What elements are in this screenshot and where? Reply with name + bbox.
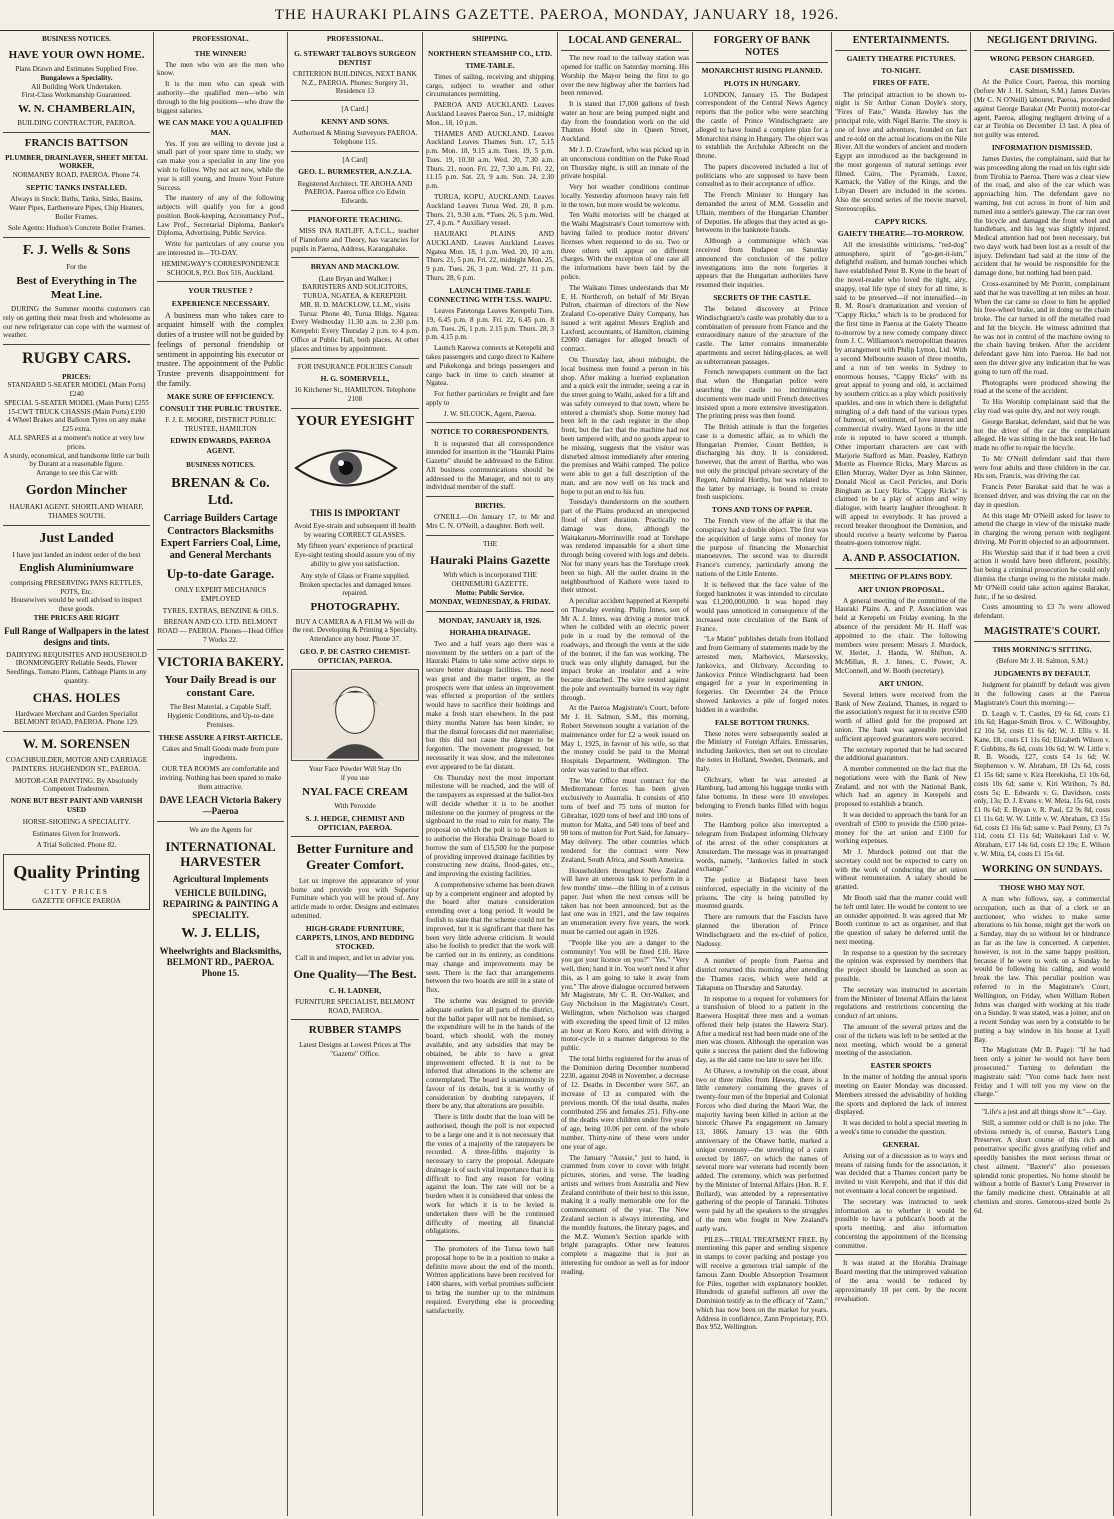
ad-headline: NYAL FACE CREAM xyxy=(302,785,408,798)
news-paragraph: The papers discovered included a list of politicians who are supposed to have been consulted as to their acceptance of office. xyxy=(696,162,828,189)
ad-headline: Your Daily Bread is our constant Care. xyxy=(164,673,277,700)
ad-text: Authorised & Mining Surveyors PAEROA. Telephone 115. xyxy=(292,129,418,146)
ad-headline: MAKE SURE OF EFFICIENCY. xyxy=(167,391,274,401)
news-paragraph: Very hot weather conditions continue locally. Yesterday afternoon heavy rain fell in the town, but more would be welcome. xyxy=(561,183,689,209)
ad-advertiser: W. M. SORENSEN xyxy=(22,736,131,752)
ad-advertiser: GEO. P. DE CASTRO CHEMIST-OPTICIAN, PAEROA. xyxy=(299,646,411,666)
ad-price: 15-CWT TRUCK CHASSIS (Main Ports) £190 xyxy=(7,407,146,416)
ad-text: [A Card.] xyxy=(341,105,369,114)
ad-text: With Peroxide xyxy=(334,802,376,811)
ad-advertiser: H. G. SOMERVELL, xyxy=(320,374,390,384)
column-professional-2 xyxy=(288,32,423,1516)
news-paragraph: A peculiar accident happened at Kerepehi on Thursday evening. Philip Innes, son of Mr A. J. Innes, was driving a motor truck when he collided with an electric power pole in a road by the removal of the roadways, and through the vents at the side of the bonnet, if the fan was working. The truck was only slightly damaged, but the impact broke an insulator and a wire became detached. The wire rested against the pole and eventually burned its way right through. xyxy=(561,597,689,702)
ad-body: A business man who takes care to acquaint himself with the complex duties of a trustee will not be guided by feelings of personal friendship or sentiment in appointing his executor or trustee. The appointment of the Public Trustee prevents disappointment for the family. xyxy=(157,310,284,388)
ad-advertiser: EDWIN EDWARDS, PAEROA AGENT. xyxy=(170,436,271,455)
subheading: INFORMATION DISMISSED. xyxy=(991,142,1093,152)
divider xyxy=(426,496,554,497)
ad-text: A sturdy, economical, and handsome little car built by Durant at a reasonable figure. xyxy=(3,451,150,469)
ad-title: LAUNCH TIME-TABLE CONNECTING WITH T.S.S. WAIPU. xyxy=(428,285,552,304)
news-paragraph: Still, a summer cold or chill is no joke. The obvious remedy is, of course, Baxter's Lung Preserver. A short course of this rich and penetrative specific gives gratifying relief and speedily banishes the most serious throat or chest ailment. "Baxter's" also possesses splendid tonic properties. No home should be without a bottle of Baxter's Lung Preserver in the family medicine chest. Obtainable at all chemists and stores. Generous-sized bottle 2s 6d. xyxy=(974,1118,1110,1215)
column-business-notices xyxy=(0,32,154,1516)
ad-advertiser: Gordon Mincher xyxy=(25,482,128,498)
notice-body: It is requested that all correspondence intended for insertion in the "Hauraki Plains Gazette" should be addressed to the Editor. All business communications should be addressed to the Manager, and not to any individual member of the staff. xyxy=(426,439,554,492)
news-paragraph: "Life's a jest and all things show it."—Gay. xyxy=(982,1108,1107,1117)
ad-headline: CONSULT THE PUBLIC TRUSTEE. xyxy=(159,403,282,413)
timetable: HAURAKI PLAINS AND AUCKLAND. Leaves Auckland Leaves Ngatea Mon. 18, 1 p.m. Wed. 20, 10 a.m. Thurs. 21, 5 p.m. Fri. 22, midnight Mon. 25, 9 p.m. Tues. 26, 3 p.m. Wed. 27, 11 p.m. Thurs. 28, 6 p.m. xyxy=(426,230,554,282)
ad-advertiser: NORTHERN STEAMSHIP CO., LTD. xyxy=(427,48,553,58)
ad-advertiser: F. J. Wells & Sons xyxy=(22,243,131,259)
ad-body: MISS INA RATLIFF, A.T.C.L., teacher of Pianoforte and Theory, has vacancies for pupils in Paeroa, Address, Karangahake. xyxy=(291,227,419,253)
ad-text: We are the Agents for xyxy=(189,825,252,834)
news-paragraph: To His Worship complainant said that the clay road was quite dry, and not very rough. xyxy=(974,398,1110,415)
ad-text: Any style of Glass or Frame supplied. Broken spectacles and damaged lenses repaired. xyxy=(299,571,411,598)
news-paragraph: Mr J. Murdock pointed out that the secretary could not be expected to carry on with the work of conducting the art union without remuneration. A salary should be granted. xyxy=(835,848,967,892)
ad-headline: Up-to-date Garage. xyxy=(166,566,275,582)
news-paragraph: A general meeting of the committee of the Hauraki Plains A. and P. Association was held at Kerepehi on Friday evening. In the absence of the president Mr H. Hoff was appointed to the chair. The following members were present: Messrs J. Murdock, W. Herlet, J. Handa, W. Shifton, A. McMillan, R. J. Innes, C. Power, A. McConnell, and W. Booth (secretary). xyxy=(835,596,967,675)
divider xyxy=(426,422,554,423)
divider xyxy=(291,257,419,258)
section-label: BUSINESS NOTICES. xyxy=(186,460,255,469)
divider xyxy=(974,1103,1110,1104)
ad-text: MR. B. D. MACKLOW, LL.M., visits xyxy=(299,300,411,309)
ad-text: My fifteen years' experience of practical Eye-sight testing should assure you of my ability to give you satisfaction. xyxy=(294,542,416,568)
ad-text: I have just landed an indent order of the best xyxy=(12,550,141,559)
subheading: ART UNION. xyxy=(878,678,924,688)
ad-text: NORMANBY ROAD, PAEROA. Phone 74. xyxy=(12,171,141,180)
ad-text: For the xyxy=(66,263,87,272)
ad-text: FURNITURE SPECIALIST, BELMONT ROAD, PAEROA. xyxy=(295,997,415,1015)
editorial-date: MONDAY, JANUARY 18, 1926. xyxy=(438,615,542,625)
news-paragraph: The French Minister to Hungary has demanded the arrest of M.M. Gosselin and Ullain, members of the Hungarian Chamber of Deputies. He alleges that they acted as go-betweens in the banknote frauds. xyxy=(696,191,828,235)
ad-body: Write for particulars of any course you are interested in—TO-DAY. xyxy=(157,240,284,258)
news-paragraph: It was stated at the Horahia Drainage Board meeting that the unimproved valuation of the area would be reduced by approximately 10 per cent. by the recent revaluation. xyxy=(835,1259,967,1303)
ad-text: Cakes and Small Goods made from pure ingredients. xyxy=(162,744,279,762)
timetable: THAMES AND AUCKLAND. Leaves Auckland Leaves Thames Sun. 17, 5.15 p.m. Mon. 18, 9.15 a.m. Tues. 19, 5 p.m. Tues. 19, 10.30 a.m. Wed. 20, 7.30 a.m. Thurs. 21, noon. Fri. 22, 7.30 a.m. Fri. 22, 11.15 p.m. Sat. 23, 9 a.m. Sun. 24, 2.30 p.m. xyxy=(426,129,554,191)
divider xyxy=(3,237,150,238)
ad-title: Better Furniture and Greater Comfort. xyxy=(296,841,414,873)
subheading: GENERAL xyxy=(882,1139,920,1149)
ad-text: Registered Architect. TE AROHA AND PAEROA. Paeroa office c/o Edwin Edwards. xyxy=(297,179,413,206)
column-entertainments xyxy=(832,32,971,1516)
subheading: THIS MORNING'S SITTING. xyxy=(992,645,1092,655)
subheading: ART UNION PROPOSAL. xyxy=(857,584,945,594)
news-paragraph: French newspapers comment on the fact that when the Hungarian police were searching the castle no incriminating documents were made until French detectives insisted upon a more extensive investigation. The printing press was then found. xyxy=(696,368,828,421)
ad-text: Plans Drawn and Estimates Supplied Free. xyxy=(15,64,138,73)
news-paragraph: These notes were subsequently sealed at the Ministry of Foreign Affairs. Emissaries, including Jankovics, then set out to circulate the notes in Holland, Sweden, Denmark, and Italy. xyxy=(696,729,828,773)
news-paragraph: The amount of the several prizes and the cost of the tickets was left to be settled at the next meeting, which would be a general meeting of the association. xyxy=(835,1022,967,1058)
ad-advertiser: J. W. SILCOCK, Agent, Paeroa. xyxy=(443,409,537,418)
ad-text: comprising PRESERVING PANS KETTLES, POTS, Etc. xyxy=(10,578,143,596)
ad-text: Arrange to see this Car with xyxy=(36,469,117,478)
ad-advertiser: W. J. ELLIS, xyxy=(181,926,260,942)
ad-headline: English Aluminiumware xyxy=(19,562,134,575)
news-paragraph: James Davies, the complainant, said that he was proceeding along the road on his right side from Tirohia to Paeroa. There was a clear view of the road, and also of the car which was approaching him. The defendant gave no warning, but cut across in front of him and turned into a settler's gateway. The car ran over the bicycle and damaged the front wheel and handlebars, and his leg was slightly injured. Medical attention had not been necessary, but two days' work had been lost as a result of the injury. Defendant had said at the time of the accident that he would be responsible for the damage done, but nothing had been paid. xyxy=(974,155,1110,278)
timetable: PAEROA AND AUCKLAND. Leaves Auckland Leaves Paeroa Sun., 17, midnight Mon., 18, 10 p.m. xyxy=(426,101,554,127)
ad-advertiser: G. STEWART TALBOYS SURGEON DENTIST xyxy=(294,48,416,67)
ad-text: if you use xyxy=(340,773,370,782)
ad-headline: Best of Everything in The Meat Line. xyxy=(16,275,137,301)
ad-text: Wheelwrights and Blacksmiths, BELMONT RD., PAEROA. Phone 15. xyxy=(159,946,282,979)
news-paragraph: The Magistrate (Mr B. Page): "If he had been only a joiner he would not have been prosecuted." Turning to defendant the magistrate said: "You come back here next Friday and I will tell you my view on the charge." xyxy=(974,1046,1110,1099)
ad-text: Agricultural Implements xyxy=(172,874,269,885)
divider xyxy=(696,952,828,953)
ad-text: GAZETTE OFFICE PAEROA xyxy=(32,896,121,905)
ad-text: CITY PRICES xyxy=(44,888,109,897)
ad-text: ONLY EXPERT MECHANICS EMPLOYED xyxy=(174,586,267,603)
divider xyxy=(291,1019,419,1020)
ad-body: It is the men who can speak with authority—the qualified men—who win through to the big positions—who draw the biggest salaries. xyxy=(157,80,284,115)
news-paragraph: At this stage Mr O'Neill asked for leave to amend the charge in view of the mistake made in charging the wrong person with negligent driving. Mr Porritt objected to an adjournment. xyxy=(974,511,1110,546)
news-paragraph: At the Paeroa Magistrate's Court, before Mr J. H. Salmon, S.M., this morning, Robert Stevenson sought a variation of the maintenance order for £2 a week issued on May 1, 1925, in favour of his wife, so that the money could be paid to the Mental Hospitals Department, Wellington. The order was varied to that effect. xyxy=(561,704,689,774)
ad-body: Turua: Phone 40, Turua Bldgs. Ngatea: Every Wednesday 11.30 a.m. to 2.30 p.m. Kerepehi: Every Thursday 2 p.m. to 4 p.m. Office at Public Hall, both places. At other places and times by appointment. xyxy=(291,309,419,353)
ad-text: Carriage Builders Cartage Contractors Blacksmiths Expert Farriers Coal, Lime, and General Merchants xyxy=(160,513,281,562)
divider xyxy=(3,731,150,732)
news-paragraph: At the Police Court, Paeroa, this morning (before Mr J. H. Salmon, S.M.) James Davies (Mr C. N O'Neill) labourer, Paeroa, proceeded against George Barakat (Mr Porritt) motor-car agent, Paeroa, alleging negligent driving of a car at Tirohia on December 13 last. A plea of not guilty was entered. xyxy=(974,78,1110,140)
ad-text: PLUMBER, DRAINLAYER, SHEET METAL WORKER, xyxy=(5,153,148,171)
news-paragraph: In response to a request for volunteers for a transfusion of blood to a patient in the Raewera Hospital three men and a woman offered their help (states the Hawera Star). After a medical test had been made one of the men was chosen. Although the operation was quite a success the patient died the following day, as the aid came too late to save her life. xyxy=(696,994,828,1064)
ad-advertiser: VICTORIA BAKERY. xyxy=(157,653,284,669)
divider xyxy=(291,210,419,211)
ad-text: HORSE-SHOEING A SPECIALITY. xyxy=(22,817,131,826)
notice-title: NOTICE TO CORRESPONDENTS. xyxy=(431,427,549,437)
ad-advertiser: CHAS. HOLES xyxy=(32,689,121,705)
news-paragraph: In the matter of holding the annual sports meeting on Easter Monday was discussed. Members stressed the advisability of holding the sports and deplored the lack of interest displayed. xyxy=(835,1073,967,1117)
news-paragraph: On Thursday last, about midnight, the local business men found a person in his shop. After making a hurried explanation and a quick exit the intruder, seeing a car in the street going to Waihi, asked for a lift and was safely conveyed to that town, where he entered a chemist's shop. Some money had been left in the cash register in the shop front, but the fact that the machine had not been tampered with, and no goods appear to be missing, suggests that the visitor was disturbed almost immediately after entering the premises and Waihi camped. The police were able to get a full description of the man, and are now well on his track and hope to put an end to his fun. xyxy=(561,355,689,496)
editorial-paragraph: The promoters of the Turua town hall proposal hope to be in a position to make a definite move about the end of the month. Written applications have been received for 1400 shares, with verbal promises sufficient to bring the number up to the minimum required. Everything else is proceeding satisfactorily. xyxy=(426,1245,554,1315)
section-label: SHIPPING. xyxy=(472,35,508,43)
news-paragraph: The total births registered for the areas of the Dominion during December numbered 2230, against 2048 in November, a decrease of 12. Deaths in December were 567, an increase of 13 as compared with the previous month. Of the total deaths, males contributed 256 and females 251. Fifty-one of the deaths were children under five years of age, being 10.06 per cent. of the whole number. Thirty-nine of these were under one year of age. xyxy=(561,1054,689,1151)
news-paragraph: Mr J. D. Crawford, who was picked up in an unconscious condition on the Puke Road on Thursday night, is still an inmate of the private hospital. xyxy=(561,146,689,181)
ad-body: For further particulars re freight and fare apply to xyxy=(426,390,554,407)
ad-text: Estimates Given for Ironwork. xyxy=(32,829,121,838)
ad-text: TYRES, EXTRAS, BENZINE & OILS. xyxy=(162,606,279,615)
ad-text: THE PRICES ARE RIGHT xyxy=(33,613,120,622)
ad-text: FOR INSURANCE POLICIES Consult xyxy=(297,362,413,371)
ad-text: HAURAKI AGENT. SHORTLAND WHARF, THAMES SOUTH. xyxy=(9,503,144,520)
divider xyxy=(291,100,419,101)
ad-headline: One Quality—The Best. xyxy=(293,967,417,982)
ad-title: TIME-TABLE. xyxy=(465,60,515,70)
news-paragraph: Cross-examined by Mr Porritt, complainant said that he was travelling at ten miles an hour. When the car came so close to him he applied his free-wheel brake, and in doing so the chain broke. The car turned in off the metalled road and hit the bicycle. He witness admitted that he was not in control of the machine owing to the chain having broken. After the accident defendant gave him into Paeroa. He had not seen the driver give any indication that he was going to turn off the road. xyxy=(974,280,1110,376)
ad-text: Avoid Eye-strain and subsequent ill health by wearing CORRECT GLASSES. xyxy=(294,521,416,539)
subheading: FIRES OF FATE. xyxy=(872,78,930,88)
ad-text: ALL SPARES at a moment's notice at very low prices. xyxy=(8,434,145,451)
news-paragraph: The secretary was instructed to ascertain from the Minister of Internal Affairs the latest regulations and restrictions concerning the conduct of art unions. xyxy=(835,985,967,1021)
divider xyxy=(157,649,284,650)
news-paragraph: A number of people from Paeroa and district returned this morning after attending the Thames races, which were held at Takapuna on Thursday and Saturday. xyxy=(696,957,828,992)
births-body: O'NEILL—On January 17, to Mr and Mrs C. N. O'Neill, a daughter. Both well. xyxy=(426,513,554,531)
subheading: MONARCHIST RISING PLANNED. xyxy=(701,66,823,76)
ad-advertiser: W. N. CHAMBERLAIN, xyxy=(18,103,135,116)
news-paragraph: The belated discovery at Prince Windischgraetz's castle was probably due to a combination of pressure from France and the extraordinary nature of the structure of the castle. The latter contains innumerable apartments and secret hiding-places, as well as subterranean passages. xyxy=(696,304,828,366)
timetable: TURUA, KOPU, AUCKLAND. Leaves Auckland Leaves Turua Wed. 20, 8 p.m. Thurs. 21, 9.30 a.m. *Tues. 26, 5 p.m. Wed. 27, 4 p.m. * Auxiliary vessel. xyxy=(426,192,554,228)
ad-text: First-Class Workmanship Guaranteed. xyxy=(21,91,132,100)
ad-advertiser: RUGBY CARS. xyxy=(22,350,131,368)
news-paragraph: Photographs were produced showing the road at the scene of the accident. xyxy=(974,378,1110,396)
timetable: Leaves Patetonga Leaves Kerepehi Tues. 19, 6.45 p.m. 8 p.m. Fri. 22, 6.45 p.m. 8 p.m. Tues. 26, 1 p.m. 2.15 p.m. Thurs. 28, 3 p.m. 4.15 p.m. xyxy=(426,307,554,342)
ad-advertiser: C. H. LADNER, xyxy=(328,985,382,995)
news-paragraph: Mr Booth said that the matter could well be left until later. He would be content to see an outsider appointed. It was agreed that Mr Booth continue to act as organiser, and that the question of salary be deferred until the next meeting. xyxy=(835,894,967,946)
column-headline: A. AND P. ASSOCIATION. xyxy=(835,550,967,569)
ad-advertiser: GEO. L. BURMESTER, A.N.Z.I.A. xyxy=(298,167,412,177)
column-headline: LOCAL AND GENERAL. xyxy=(561,32,689,51)
nameplate-motto: Motto: Public Service. xyxy=(455,588,525,597)
ad-advertiser: S. J. HEDGE, CHEMIST AND OPTICIAN, PAEROA. xyxy=(305,813,405,833)
ad-text: Call in and inspect, and let us advise you. xyxy=(295,954,415,963)
ad-text: Hardware Merchant and Garden Specialist BELMONT ROAD, PAEROA. Phone 129. xyxy=(14,709,139,727)
eye-illustration xyxy=(291,438,401,498)
births-title: BIRTHS. xyxy=(475,501,505,511)
ad-title: THE WINNER! xyxy=(194,48,247,58)
ad-advertiser: KENNY AND SONS. xyxy=(321,116,389,126)
ad-text: COACHBUILDER, MOTOR AND CARRIAGE PAINTERS. HUGHENDON ST., PAEROA. xyxy=(5,756,148,773)
news-paragraph: To Mr O'Neill defendant said that there were four adults and three children in the car. His son, Francis, was driving the car. xyxy=(974,454,1110,481)
ad-text: PRICES: xyxy=(62,372,91,381)
column-headline: WORKING ON SUNDAYS. xyxy=(974,861,1110,880)
divider xyxy=(426,1240,554,1241)
ad-price: SPECIAL 5-SEATER MODEL (Main Ports) £255 xyxy=(4,398,149,407)
news-paragraph: Judgment for plaintiff by default was given in the following cases at the Paeroa Magistrate's Court this morning:— xyxy=(974,681,1110,707)
news-paragraph: A man who follows, say, a commercial occupation, such as that of a clerk or an auctioneer, who wishes to make some alterations to his house, might get the work on a Sunday, may do so without let or hindrance as far as the law is concerned. A carpenter, however, is not in the same happy position, because if he were to work on a Sunday he would be following his calling, and would break the law. This peculiar position was referred to in the Magistrate's Court, Wellington, on Friday, when William Robert Johns was charged with working at his trade on a Sunday. It was stated, was a joiner, and on a recent Sunday was seen by a constable to be putting a bay window in his house at Lyall Bay. xyxy=(974,895,1110,1044)
news-paragraph: The British attitude is that the forgeries case is a domestic affair, as to which the Hungarian Premier, Count Bethlen, is discharging his duty. It is considered, however, that the arrest of Bartha, who was not only the principal private secretary of the Regent, Admiral Horthy, but was related to the latter by marriage, is bound to create fresh suspicions. xyxy=(696,423,828,502)
ad-advertiser: BRYAN AND MACKLOW. xyxy=(310,262,400,272)
subheading: GAIETY THEATRE PICTURES. xyxy=(846,54,956,64)
divider xyxy=(3,344,150,345)
ad-text: All Building Work Undertaken. xyxy=(31,82,122,91)
ad-body: The mastery of any of the following subjects will qualify you for a good position. Book-keeping, Accountancy Prof., Law Prof., Secretarial Diploma, Banker's Diploma, Advertising, Public Service. xyxy=(157,194,284,238)
ad-text: [A Card] xyxy=(342,155,368,164)
ad-body: Times of sailing, receiving and shipping cargo, subject to weather and other circumstances permitting. xyxy=(426,72,554,99)
ad-title: RUBBER STAMPS xyxy=(308,1024,402,1037)
ad-text: BRENAN AND CO. LTD. BELMONT ROAD — PAEROA. Phones—Head Office 7 Works 22. xyxy=(157,618,284,644)
news-paragraph: Although a communique which was received from Budapest on Saturday announced the conclusion of the police investigations into the note forgeries it appears that the Hungarian authorities have resumed their inquiries. xyxy=(696,237,828,290)
ad-text: VEHICLE BUILDING, REPAIRING & PAINTING A SPECIALITY. xyxy=(162,888,279,921)
ad-text: 4 Wheel Brakes and Balloon Tyres on any make £25 extra. xyxy=(7,416,146,434)
divider xyxy=(426,611,554,612)
divider xyxy=(3,132,150,133)
column-headline: NEGLIGENT DRIVING. xyxy=(974,32,1110,51)
news-paragraph: It is believed that the face value of the forged banknotes it was intended to circulate was £1,200,000,000. It was hoped they would pass unnoticed in consequence of the increased note circulation of the Bank of France. xyxy=(696,580,828,633)
section-label: PROFESSIONAL. xyxy=(192,35,249,43)
ad-text: NONE BUT BEST PAINT AND VARNISH USED xyxy=(10,797,143,815)
subheading: CASE DISMISSED. xyxy=(1009,66,1075,76)
ad-price: STANDARD 5-SEATER MODEL (Main Ports) £240 xyxy=(7,381,146,399)
editorial-paragraph: Two and a half years ago there was a movement by the settlers on a part of the Hauraki Plains to take some active steps to secure better drainage facilities. The need was great and the matter urgent, as the prospects were that unless an improvement was effected a proportion of the settlers would have to sacrifice their holdings and make a fresh start elsewhere. In the past thirty months Nature has been kinder, so that the dismal forecasts did not materialise; but this did not cause the danger to be forgotten. The movement progressed, but necessarily it was slow, and the milestones ever appeared to be far distant. xyxy=(426,639,554,771)
ad-advertiser: FRANCIS BATTSON xyxy=(24,137,129,150)
column-headline: ENTERTAINMENTS. xyxy=(835,32,967,51)
ad-text: F. J. E. MOORE, DISTRICT PUBLIC TRUSTEE, HAMILTON xyxy=(165,415,276,433)
news-paragraph: The French view of the affair is that the conspiracy had a double object. The first was the acquisition of large sums of money for the purpose of financing the Monarchist manoeuvres. The second was to discredit France's currency, particularly among the nations of the Little Entente. xyxy=(696,517,828,578)
editorial-paragraph: The scheme was designed to provide adequate outlets for all parts of the district, but the ballot paper will not be itemised, so the expenditure will be in the hands of the board, which should, with the money available, and any subsidies that may be obtained, be able to have a great improvement effected. It is not to be inferred that alterations in the scheme are contemplated. The board is unanimously in favour of its details, but it is worthy of consideration by doubting ratepayers, if there be any, that alterations are possible. xyxy=(426,997,554,1111)
divider xyxy=(291,836,419,837)
subheading: PLOTS IN HUNGARY. xyxy=(723,78,801,88)
ad-body: The men who win are the men who know. xyxy=(157,60,284,78)
column-professional xyxy=(154,32,288,1516)
news-paragraph: LONDON, January 15. The Budapest correspondent of the Central News Agency reports that the police who were searching the castle of Prince Windischgraetz are alleged to have found a complete plan for a Monarchist rising in Hungary. The object was to establish the Archduke Albrecht on the throne. xyxy=(696,90,828,161)
divider xyxy=(3,525,150,526)
news-paragraph: Olchvary, when he was arrested at Hamburg, had among his luggage trunks with false bottoms. In these were 10 envelopes belonging to French banks filled with bogus notes. xyxy=(696,775,828,819)
ad-text: A Trial Solicited. Phone 82. xyxy=(36,841,117,850)
ad-text: Latest Designs at Lowest Prices at The "Gazette" Office. xyxy=(299,1040,411,1058)
ad-title: Just Landed xyxy=(39,530,114,546)
ad-headline: PHOTOGRAPHY. xyxy=(310,601,400,614)
editorial-paragraph: On Thursday next the most important milestone will be reached, and the will of the ratepayers as expressed at the ballot-box will decide whether it is to be another milestone on the journey of progress or the signboard to the road to ruin for many. The proposal on which the poll is to be taken is to authorise the Horahia Drainage Board to borrow the sum of £15,500 for the purpose of providing improved drainage facilities by constructing new drains, flood-gates, etc., and improving the existing facilities. xyxy=(426,773,554,879)
news-paragraph: Francis Peter Barakat said that he was a licensed driver, and was driving the car on the day in question. xyxy=(974,483,1110,509)
ad-headline: WE CAN MAKE YOU A QUALIFIED MAN. xyxy=(158,118,283,137)
ad-text: CRITERION BUILDINGS, NEXT BANK N.Z., PAEROA. Phones: Surgery 31, Residence 13 xyxy=(293,69,417,96)
news-paragraph: George Barakat, defendant, said that he was not the driver of the car the complainant alleged. He was sitting in the back seat. He had made no offer to repair the bicycle. xyxy=(974,417,1110,453)
ad-text: BARRISTERS AND SOLICITORS, TURUA, NGATEA, & KEREPEHI. xyxy=(302,283,408,301)
ad-text: Bungalows a Speciality. xyxy=(40,73,113,82)
face-cream-illustration xyxy=(291,669,419,761)
ad-headline: HIGH-GRADE FURNITURE, CARPETS, LINOS, AND BEDDING STOCKED. xyxy=(295,923,415,952)
subheading: SECRETS OF THE CASTLE. xyxy=(713,292,811,302)
news-paragraph: It was decided to approach the bank for an overdraft of £500 to provide the £500 prize-money for the art union and £100 for working expenses. xyxy=(835,810,967,846)
news-paragraph: The Waikato Times understands that Mr E. H. Northcroft, on behalf of Mr Bryan Pulton, chairman of directors of the New Zealand Co-operative Dairy Company, has issued a writ against Messrs English and Laxford, accountants, of Hamilton, claiming £2000 damages for alleged breach of contract. xyxy=(561,283,689,354)
nameplate: Hauraki Plains Gazette xyxy=(430,552,550,567)
subheading: MEETING OF PLAINS BODY. xyxy=(849,572,953,582)
column-local-general xyxy=(558,32,693,1516)
column-court xyxy=(971,32,1114,1516)
news-paragraph: The principal attraction to be shown to-night is Sir Arthur Conan Doyle's story, "Fires of Fate," Wanda Hawley has the principal role, with Nigel Barrie. The story is one of love and adventure, founded on fact and re-told on the actual locations on the Nile River. All the wonders of ancient and modern Egypt are introduced as the background in the most gorgeous of natural settings ever filmed. Cairo, The Pyramids, Luxor, Karnack, the Valley of the Kings, and the Libyan Desert are included in the scenes. Also the second series of the movie marvel, Stereoscopiks. xyxy=(835,90,967,213)
news-paragraph: The secretary reported that he had secured the additional guarantors. xyxy=(835,745,967,763)
ad-text: DAIRYING REQUISITES AND HOUSEHOLD IRONMONGERY Reliable Seeds, Flower Seedlings, Tomato Plants, Cabbage Plants in any quantity. xyxy=(6,650,147,686)
news-paragraph: "People like you are a danger to the community! You will be fined £10. Have you got your licence on you?" "Yes." "Very well, then; hand it in. You won't need it after this, as I am going to take it away from you." The above dialogue occurred between Mr Magistrate, Mr C. R. Orr-Walker, and Guy Nicholson in the Magistrate's Court, Wellington, when Nicholson was charged with exceeding the speed limit of 12 miles an hour at Koro Koro, and with driving a motor-cycle in a manner dangerous to the public. xyxy=(561,938,689,1053)
news-paragraph: "Le Matin" publishes details from Holland and from Germany of statements made by the arrested men, Marhovics, Marsovsky, Jankovics, and Olchvary. According to Jankovics Prince Windischgraetz had been engaged for a year in experimenting in forgeries. On December 24 the Prince showed Jankovics a pile of forged notes hidden in a wardrobe. xyxy=(696,635,828,714)
news-paragraph: The secretary was instructed to seek information as to whether it would be possible to have a publican's booth at the sports meeting, and also information concerning the appointment of the licensing committee. xyxy=(835,1197,967,1250)
news-paragraph: PILES—TRIAL TREATMENT FREE. By mentioning this paper and sending sixpence in stamps to cover packing and postage you will receive a generous trial sample of the famous Zann Double Absorption Treatment for Piles, together with explanatory booklet. Hundreds of grateful sufferers all over the Dominion testify as to the efficacy of "Zann," which has now been on the market for years. Address in confidence, Zann Proprietary, P.O. Box 952, Wellington. xyxy=(696,1235,828,1332)
news-paragraph: D. Leagh v. T. Castles, £9 6s 6d, costs £1 10s 6d; Hague-Smith Bros. v. C. Willoughby, £2 10s 5d, costs £1 6s 6d; W. J. Ellis v. H. Kane, £8, costs £1 11s 6d; Elizabeth Wilson v. F. Gubbins, 8s 6d, costs 10s 6d; W. W. Little v. R. B. Woods, £27, costs £4 1s 6d; W. Stephenson v. W. Abraham, £8 12s 6d, costs £1 15s 6d; same v. Kira Herekiuha, £1 10s 6d, costs 10s 6d; same v. Kiri Wirihon, 7s 8d, costs 5s; E. Edwards v. G. Davidson, costs only, 13s; D. J. Evans v. W. Meta, 15s 6d, costs £1 0s 6d; E. Bryan v. R. Paul, £2 9s 8d, costs £1 11s 6d; W. W. Little v. W. Abraham, £3 15s 6d, costs £1 16s 6d; same v. Paul Penny, £3 7s 11d, costs £1 11s 6d; Waitekauri Ltd v. W. Abraham, £17 14s 6d, costs £2 19s; E. Wilson v. W. Mita, £4, costs £1 15s 6d. xyxy=(974,709,1110,859)
news-paragraph: Householders throughout New Zealand will have an onerous task to perform in a few months' time—the filling in of a census paper. Just when the next census will be taken has not been announced, but as the last one was in 1921, and the law requires an enumeration every five years, the work must be carried out again in 1926. xyxy=(561,866,689,936)
news-paragraph: There are rumours that the Fascists have planned the liberation of Prince Windischgraetz and the ex-chief of police, Nadossy. xyxy=(696,913,828,948)
ad-body: DURING the Summer months customers can rely on getting their meat fresh and wholesome as our new refrigerator can cope with the warmest of weather. xyxy=(3,304,150,340)
portrait-icon xyxy=(292,670,418,760)
news-paragraph: All the irresistible witticisms, "red-dog" atmosphere, spirit of "go-get-it-ism," delightful realism, and human touches which have established Peter B. Kyne in the heart of the novel-reader who loved the tight, airy, snappy, real life type of story for all time, is said to be preserved—if not intensified—in R. M. Rose's dramatization and version of "Cappy Ricks," which is to be produced for the first time in Paeroa at the Gaiety Theatre to-morrow by a new comedy company direct from J. C. Williamson's metropolitan theatres by arrangement with Philip Lytton, Ltd. With a second Melbourne season of three months, and a run of ten weeks in Sydney to enormous houses, "Cappy Ricks" with its great appeal to young and old, is acclaimed by southern critics as a play which positively sparkles, and one in which there is delightful mingling of a deft hand of the various types of humour, of sentiment, of love interest and commercial rivalry. Ward Lyons in the title role is reputed to have scored a triumph. Other important characters are cast with Marjorie Stafford as Matt. Peasley, Kathryn Morrie as Florence Ricks, Mary Marcus as Ellen Murray, Walter Dyer as John Skinner, Donald Nicol as Cecil Pericles, and Doris Bingham as Lucy Ricks. "Cappy Ricks" is claimed to be a play of action and witty dialogue, with hearty laughter throughout. It will appeal to everybody. It has proved a record breaker throughout the Dominion, and should receive a hearty welcome by Paeroa theatre-goers tomorrow night. xyxy=(835,240,967,548)
divider xyxy=(291,408,419,409)
ad-text: THESE ASSURE A FIRST-ARTICLE. xyxy=(158,732,283,742)
ad-advertiser: HEMINGWAY'S CORRESPONDENCE SCHOOLS, P.O. Box 516, Auckland. xyxy=(161,259,280,277)
news-paragraph: Tuesday's thunderstorm on the southern part of the Plains produced an unexpected flood of short duration. Practically no damage was done, although the Waitakaruru-Morrinsville road at Torehape was rendered impassable for a short time through being covered with logs and debris. Not for many years has the Torehape creek been so high. All the outlet drains in the neighbourhood of Kaihere were taxed to their utmost. xyxy=(561,498,689,595)
subheading: TO-NIGHT. xyxy=(881,66,921,76)
news-paragraph: Costs amounting to £3 7s were allowed defendant. xyxy=(974,603,1110,621)
column-shipping-editorial xyxy=(423,32,558,1516)
ad-text: Housewives would be well advised to inspect these goods. xyxy=(11,596,142,614)
ad-text: Always in Stock: Baths, Tanks, Sinks, Basins, Water Pipes, Earthenware Pipes, Chip Heaters, Boiler Frames. xyxy=(9,195,144,221)
ad-advertiser: BRENAN & Co. Ltd. xyxy=(171,476,270,509)
section-label: BUSINESS NOTICES. xyxy=(42,35,111,43)
ad-text: The Best Material, a Capable Staff, Hygienic Conditions, and Up-to-date Premises. xyxy=(167,703,274,729)
subheading: (Before Mr J. H. Salmon, S.M.) xyxy=(996,657,1088,666)
nameplate-text: With which is incorporated THE OHINEMURI GAZETTE. xyxy=(443,571,537,589)
news-paragraph: The War Office must contract for the Mediterranean forces has been given exclusively to Australia. It consists of 450 tons of beef and 75 tons of mutton for Gibraltar, 1020 tons of beef and 180 tons of mutton for Malta, and 540 tons of beef and 90 tons of mutton for Port Said, for January-May delivery. The other countries which tendered for the contract were New Zealand, South Africa, and South America. xyxy=(561,776,689,864)
ad-text: BUY A CAMERA & A FILM We will do the rest. Developing & Printing a Specialty. Attendance any hour. Phone 37. xyxy=(292,617,418,644)
ad-headline: INTERNATIONAL HARVESTER xyxy=(165,838,276,870)
news-paragraph: It was decided to hold a special meeting in a week's time to consider the question. xyxy=(835,1119,967,1136)
editorial-paragraph: There is little doubt that the loan will be authorised, though the poll is not expected to be a large one and it is not necessary that the votes of a majority of the ratepayers be recorded. A three-fifths majority is necessary to carry the proposal. Adequate drainage is of such vital importance that it is difficult to find any reason for voting against the loan. The rate will not be a burden when it is considered that unless the work for which it is to be levied is undertaken there will be the continued difficulty of meeting all financial obligations. xyxy=(426,1113,554,1236)
divider xyxy=(426,535,554,536)
column-forgery xyxy=(693,32,832,1516)
ad-text: Your Face Powder Will Stay On xyxy=(308,765,402,774)
divider xyxy=(157,821,284,822)
subheading: WRONG PERSON CHARGED. xyxy=(989,54,1095,64)
subheading: TONS AND TONS OF PAPER. xyxy=(711,505,813,515)
ad-text: OUR TEA ROOMS are comfortable and inviting. Nothing has been spared to make them attractive. xyxy=(159,765,282,792)
ad-body: Let us improve the appearance of your home and provide you with Superior Furniture which you will be proud of. Any article made to order. Designs and estimates submitted. xyxy=(291,876,419,921)
section-label: PROFESSIONAL. xyxy=(326,35,384,43)
column-headline: MAGISTRATE'S COURT. xyxy=(974,623,1110,642)
subheading: EASTER SPORTS xyxy=(870,1061,932,1071)
news-paragraph: In response to a question by the secretary the opinion was expressed by members that the project should be launched as soon as possible. xyxy=(835,948,967,984)
news-paragraph: The police at Budapest have been reinforced, especially in the vicinity of the prisons. The city is being patrolled by mounted guards. xyxy=(696,876,828,911)
news-paragraph: Ten Waihi motorists will be charged at the Waihi Magistrate's Court tomorrow with having failed to produce motor drivers' licenses when requested to do so. Two or three others will appear on different charges. With the exception of one case all the informations have been laid by the police. xyxy=(561,211,689,281)
ad-title: SEPTIC TANKS INSTALLED. xyxy=(26,183,127,192)
news-paragraph: The January "Aussie," just to hand, is crammed from cover to cover with bright pictures, stories, and verse. The leading artists and writers from Australia and New Zealand contribute of their best to this issue, making it a really memorable one for the commencement of the year. The New Zealand section is always interesting, and the monthly features, the literary pages, and the M.Z. Women's Section sparkle with bright paragraphs. Other new features complete a magazine that is just as interesting for outdoor as well as for indoor reading. xyxy=(561,1153,689,1276)
news-paragraph: Arising out of a discussion as to ways and means of raising funds for the association, it was decided that a Thames concert party be invited to visit Kerepehi, and that if this did not eventuate a local concert be organised. xyxy=(835,1151,967,1195)
ad-text: MOTOR-CAR PAINTING. By Absolutely Competent Tradesmen. xyxy=(15,776,138,794)
ad-title: Quality Printing xyxy=(13,862,140,883)
ad-title: PIANOFORTE TEACHING. xyxy=(307,214,403,224)
news-paragraph: The Hamburg police also intercepted a telegram from Budapest informing Olchvary of the arrest of the other conspirators at Amsterdam. The message was in prearranged words, namely, "Jankovics failed in stock exchange." xyxy=(696,821,828,874)
news-paragraph: Several letters were received from the Bank of New Zealand, Thames, in regard to the association's request for it to receive £500 worth of allied gold for the proposed art union. The bank was agreeable provided sufficient approved guarantors were secured. xyxy=(835,690,967,743)
news-paragraph: At Ohawe, a township on the coast, about two or three miles from Hawera, there is a little cemetery containing the graves of twenty-four men of the Imperial and Colonial Forces who died during the Maori War, the majority having been killed in action at the historic Ohawe Pa engagement on January 13, 1866. January 13 was the 60th anniversary of the Ohawe battle, marked a unique ceremony—the unveiling of a cairn erected by 1867, on which the names of several more war veterans had recently been added. The ceremony, which was performed by the Minister of Internal Affairs (Hon. R. F. Bollard), was attended by a representative gathering of the people of Taranaki. Tributes were paid by all the speakers to the struggles of the men who fought in New Zealand's early wars. xyxy=(696,1066,828,1233)
ad-headline: THIS IS IMPORTANT xyxy=(310,507,400,518)
ad-body: Yes. If you are willing to devote just a small part of your spare time to study, we can make you a specialist in any line you wish to follow. Why not act now, while the year is still young, and Insure Your Future Success. xyxy=(157,139,284,192)
divider xyxy=(291,151,419,152)
news-paragraph: His Worship said that if it had been a civil action it would have been different, possibly, but being a criminal prosecution he could only dismiss the charge owing to the mistake made. Mr O'Neill could take action against Barakat, Junr., if he so desired. xyxy=(974,548,1110,601)
news-paragraph: The new road to the railway station was opened for traffic on Saturday morning. His Worship the Mayor being the first to go over the new highway after the barriers had been removed. xyxy=(561,54,689,98)
ad-title: HAVE YOUR OWN HOME. xyxy=(8,48,145,61)
nameplate-prefix: THE xyxy=(483,539,497,548)
ad-text: BUILDING CONTRACTOR, PAEROA. xyxy=(17,119,136,128)
subheading: GAIETY THEATRE—TO-MORROW. xyxy=(837,228,965,238)
news-paragraph: It is stated that 17,000 gallons of fresh water an hour are being pumped night and day from the foundation work on the old Thames Hotel site in Queen Street, Auckland. xyxy=(561,100,689,144)
ad-title: YOUR EYESIGHT xyxy=(296,414,414,430)
subheading: JUDGMENTS BY DEFAULT. xyxy=(993,669,1091,679)
editorial-title: HORAHIA DRAINAGE. xyxy=(449,627,531,637)
ad-body: Launch Karewa connects at Kerepehi and takes passengers and cargo direct to Kaihere and Pukekonga and brings passengers and cargo back in time to catch steamer at Ngatea. xyxy=(426,344,554,388)
ad-text: Sole Agents: Hudson's Concrete Boiler Frames. xyxy=(7,224,146,233)
subheading: CAPPY RICKS. xyxy=(874,216,928,226)
divider xyxy=(291,358,419,359)
ad-title: YOUR TRUSTEE ? xyxy=(188,286,253,296)
printing-ad-box xyxy=(3,854,150,910)
divider xyxy=(835,1254,967,1255)
ad-headline: EXPERIENCE NECESSARY. xyxy=(171,298,270,308)
ad-headline: Full Range of Wallpapers in the latest designs and tints. xyxy=(4,625,149,647)
ad-text: 16 Kitchener St., HAMILTON. Telephone 2108 xyxy=(294,386,416,404)
divider xyxy=(157,281,284,282)
ad-text: (Late Bryan and Walker.) xyxy=(318,274,392,283)
subheading: THOSE WHO MAY NOT. xyxy=(999,882,1085,892)
column-headline: FORGERY OF BANK NOTES xyxy=(696,32,828,63)
news-paragraph: A member commented on the fact that the negotiations were with the Bank of New Zealand, and not with the National Bank, which had an agency in Kerepehi and proposed to establish a branch. xyxy=(835,765,967,809)
editorial-paragraph: A comprehensive scheme has been drawn up by a competent engineer and adopted by the board after mature consideration extending over a long period. It would be foolish to state that the scheme could not be improved, but it is significant that there has been very little adverse criticism. It would also be foolish to predict that the work will be carried out in its entirety, as conditions may change and improvements may be seen. There is the fact that arrangements between the two boards are still in a state of flux. xyxy=(426,880,554,995)
ad-advertiser: DAVE LEACH Victoria Bakery—Paeroa xyxy=(159,794,282,816)
nameplate-days: MONDAY, WEDNESDAY, & FRIDAY. xyxy=(429,597,551,606)
masthead: THE HAURAKI PLAINS GAZETTE. PAEROA, MONDAY, JANUARY 18, 1926. xyxy=(0,0,1114,31)
subheading: FALSE BOTTOM TRUNKS. xyxy=(715,717,809,727)
